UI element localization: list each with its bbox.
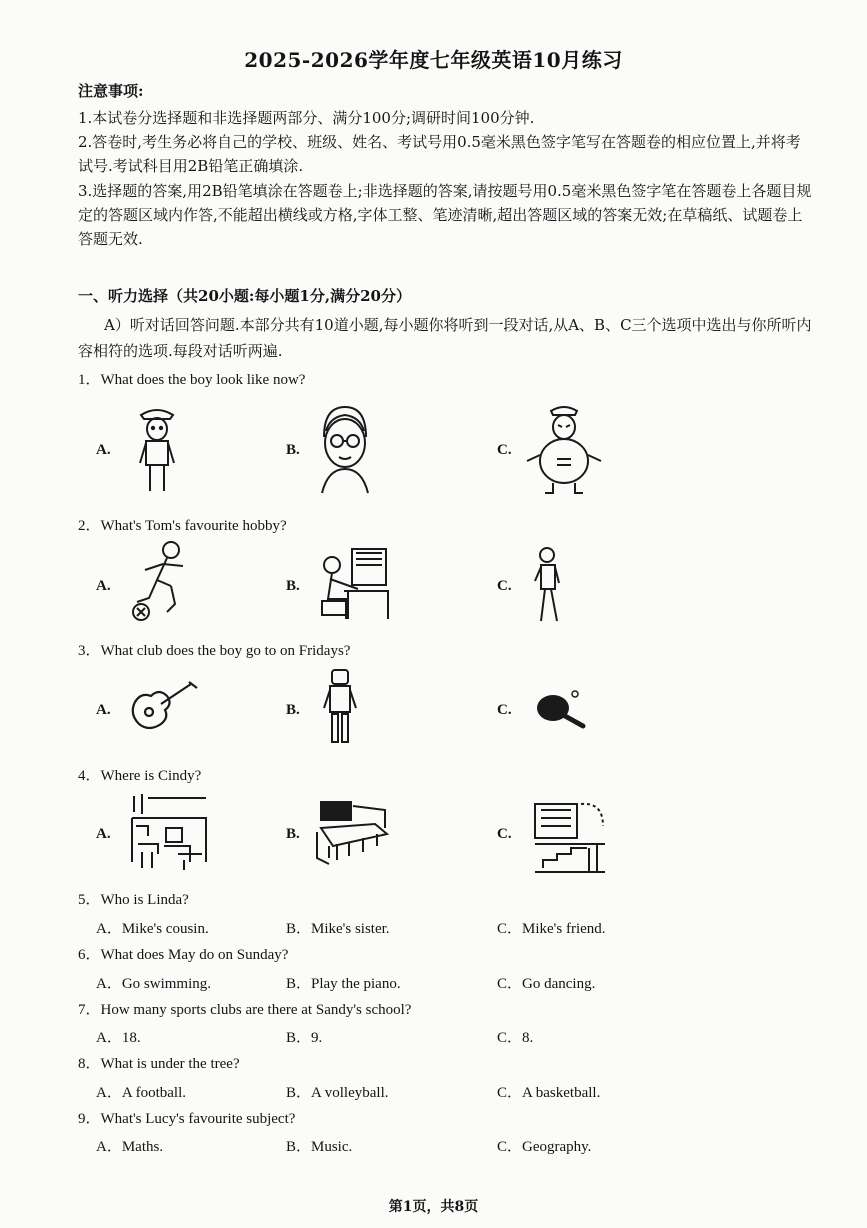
question-6: 6．What does May do on Sunday?: [78, 947, 289, 963]
option-a: A．Mike's cousin.: [96, 921, 209, 937]
option-b: B．9.: [286, 1030, 323, 1046]
option-label-a: A.: [96, 826, 111, 842]
section-heading: 一、听力选择（共20小题:每小题1分,满分20分）: [78, 287, 411, 305]
option-label-a: A.: [96, 578, 111, 594]
option-label-c: C.: [497, 578, 512, 594]
option-label-c: C.: [497, 702, 512, 718]
thin-boy-icon: [132, 403, 182, 495]
option-c: C．Geography.: [497, 1139, 592, 1155]
notice-item-2: 2.答卷时,考生务必将自己的学校、班级、姓名、考试号用0.5毫米黑色签字笔写在答题卷的相应位置上,并将考试号.考试科目用2B铅笔正确填涂.: [78, 133, 801, 175]
option-label-b: B.: [286, 578, 300, 594]
option-label-c: C.: [497, 442, 512, 458]
guitar-icon: [127, 680, 199, 732]
football-player-icon: [127, 540, 197, 622]
option-label-a: A.: [96, 442, 111, 458]
option-c: C．Mike's friend.: [497, 921, 606, 937]
notice-heading: 注意事项:: [78, 82, 144, 100]
fat-boy-icon: [523, 403, 605, 495]
page-title: 2025-2026学年度七年级英语10月练习: [244, 48, 623, 72]
stairs-room-icon: [533, 798, 607, 874]
option-label-b: B.: [286, 826, 300, 842]
meeting-room-icon: [315, 798, 389, 866]
option-b: B．Music.: [286, 1139, 353, 1155]
question-8: 8．What is under the tree?: [78, 1056, 240, 1072]
option-c: C．A basketball.: [497, 1085, 601, 1101]
pianist-icon: [318, 545, 390, 623]
option-b: B．Mike's sister.: [286, 921, 390, 937]
option-label-a: A.: [96, 702, 111, 718]
option-a: A．18.: [96, 1030, 141, 1046]
option-label-b: B.: [286, 702, 300, 718]
option-a: A．A football.: [96, 1085, 186, 1101]
question-2: 2．What's Tom's favourite hobby?: [78, 518, 287, 534]
library-icon: [128, 792, 210, 872]
notice-item-1: 1.本试卷分选择题和非选择题两部分、满分100分;调研时间100分钟.: [78, 109, 535, 127]
notice-item-3: 3.选择题的答案,用2B铅笔填涂在答题卷上;非选择题的答案,请按题号用0.5毫米黑色签字笔在答题卷上各题目规定的答题区域内作答,不能超出横线或方格,字体工整、笔迹清晰,超出答题区域的答案无效;在草稿纸、试题卷上答题无效.: [78, 182, 812, 248]
walking-boy-icon: [529, 545, 569, 625]
question-4: 4．Where is Cindy?: [78, 768, 202, 784]
option-a: A．Maths.: [96, 1139, 164, 1155]
section-intro: A）听对话回答问题.本部分共有10道小题,每小题你将听到一段对话,从A、B、C三个选项中选出与你所听内容相符的选项.每段对话听两遍.: [78, 316, 812, 360]
option-label-b: B.: [286, 442, 300, 458]
option-c: C．8.: [497, 1030, 534, 1046]
option-b: B．Play the piano.: [286, 976, 401, 992]
question-5: 5．Who is Linda?: [78, 892, 189, 908]
question-3: 3．What club does the boy go to on Fridays?: [78, 643, 351, 659]
option-a: A．Go swimming.: [96, 976, 212, 992]
question-1: 1．What does the boy look like now?: [78, 372, 306, 388]
option-b: B．A volleyball.: [286, 1085, 389, 1101]
pingpong-paddle-icon: [533, 688, 589, 730]
page-footer: 第1页，共8页: [388, 1199, 479, 1215]
question-7: 7．How many sports clubs are there at Sandy's school?: [78, 1002, 412, 1018]
question-9: 9．What's Lucy's favourite subject?: [78, 1111, 296, 1127]
robot-icon: [322, 668, 358, 746]
boy-glasses-icon: [318, 403, 372, 495]
option-label-c: C.: [497, 826, 512, 842]
option-c: C．Go dancing.: [497, 976, 596, 992]
